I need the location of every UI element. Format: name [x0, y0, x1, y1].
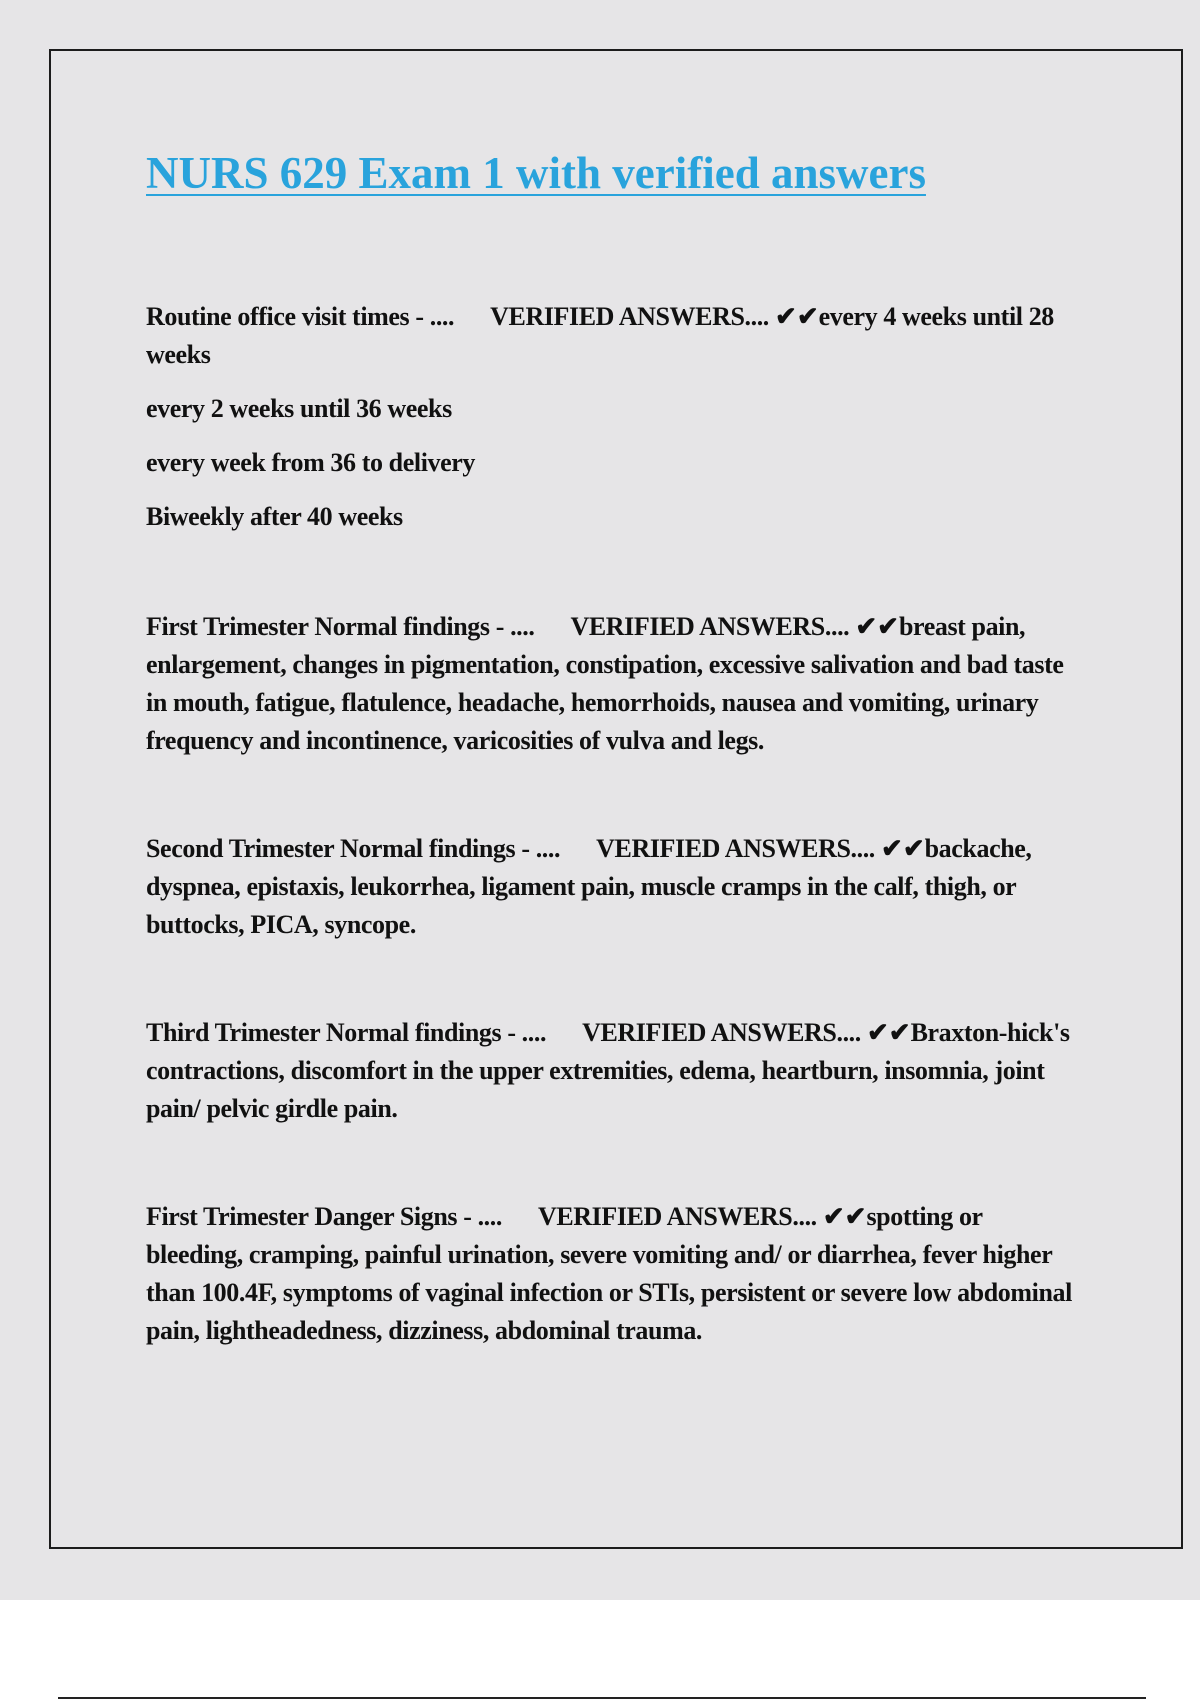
qa-paragraph [146, 298, 1081, 374]
answer-line: every 2 weeks until 36 weeks [146, 394, 452, 423]
question-text: Second Trimester Normal findings - .... [146, 834, 561, 863]
qa-item-routine-visits [146, 298, 1081, 536]
question-text: Third Trimester Normal findings - .... [146, 1018, 547, 1047]
question-text: First Trimester Danger Signs - .... [146, 1202, 502, 1231]
verified-label: VERIFIED ANSWERS.... [537, 1202, 817, 1231]
answer-line: Biweekly after 40 weeks [146, 502, 403, 531]
checkmark-icon: ✔✔ [866, 1018, 911, 1047]
question-text: Routine office visit times - .... [146, 302, 455, 331]
document-title: NURS 629 Exam 1 with verified answers [146, 148, 926, 198]
qa-paragraph [146, 1014, 1081, 1128]
qa-item-third-trimester-normal [146, 1014, 1081, 1128]
verified-label: VERIFIED ANSWERS.... [490, 302, 769, 331]
footer-divider [58, 1697, 1146, 1699]
answer-text: Braxton-hick's contractions, discomfort in the upper extremities, edema, heartburn, insomnia, joint pain/ pelvic girdle pain. [146, 1018, 1070, 1123]
qa-paragraph [146, 830, 1081, 944]
answer-text: spotting or bleeding, cramping, painful urination, severe vomiting and/ or diarrhea, fever higher than 100.4F, symptoms of vaginal infection or STIs, persistent or severe low abdominal pain, lightheadedness, dizziness, abdominal trauma. [146, 1202, 1072, 1345]
answer-text: every 4 weeks until 28 weeks [146, 302, 1054, 369]
question-text: First Trimester Normal findings - .... [146, 612, 535, 641]
answer-text: backache, dyspnea, epistaxis, leukorrhea, ligament pain, muscle cramps in the calf, thigh, or buttocks, PICA, syncope. [146, 834, 1032, 939]
verified-label: VERIFIED ANSWERS.... [596, 834, 875, 863]
qa-item-first-trimester-normal [146, 608, 1081, 760]
qa-list [146, 298, 1081, 1350]
checkmark-icon: ✔✔ [881, 834, 925, 863]
answer-line: every week from 36 to delivery [146, 448, 476, 477]
verified-label: VERIFIED ANSWERS.... [582, 1018, 861, 1047]
qa-item-first-trimester-danger [146, 1198, 1081, 1350]
checkmark-icon: ✔✔ [775, 302, 819, 331]
answer-text: breast pain, enlargement, changes in pigmentation, constipation, excessive salivation and bad taste in mouth, fatigue, flatulence, headache, hemorrhoids, nausea and vomiting, urinary frequency and incontinence, varicosities of vulva and legs. [146, 612, 1064, 755]
verified-label: VERIFIED ANSWERS.... [570, 612, 850, 641]
checkmark-icon: ✔✔ [855, 612, 899, 641]
checkmark-icon: ✔✔ [822, 1202, 867, 1231]
qa-item-second-trimester-normal [146, 830, 1081, 944]
qa-paragraph [146, 1198, 1081, 1350]
qa-paragraph [146, 608, 1081, 760]
